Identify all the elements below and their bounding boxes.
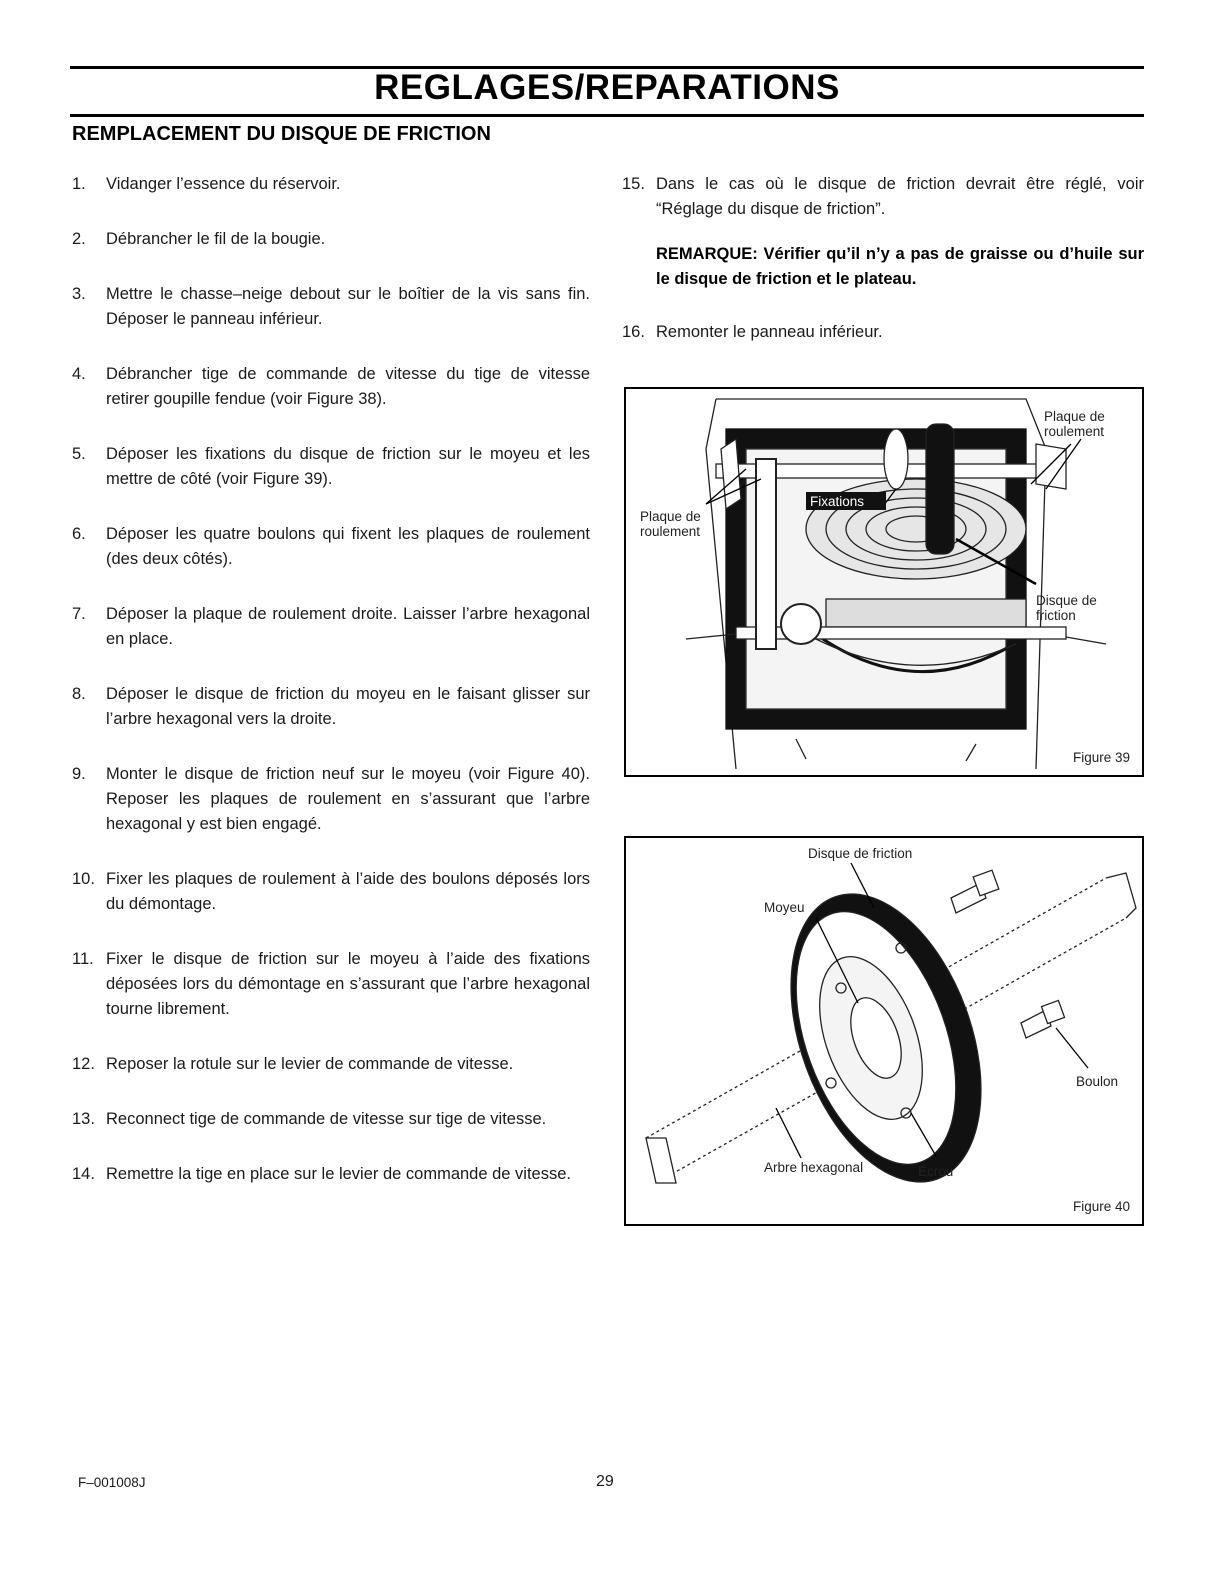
step-number: 14.	[72, 1165, 95, 1183]
label-plaque-roulement-right: Plaque de roulement	[1044, 409, 1105, 439]
step-number: 13.	[72, 1110, 95, 1128]
step-9	[72, 762, 590, 837]
figure-39-illustration	[626, 389, 1142, 775]
page-title: REGLAGES/REPARATIONS	[374, 68, 840, 107]
step-8	[72, 682, 590, 732]
label-moyeu: Moyeu	[764, 900, 805, 915]
figure-39-caption: Figure 39	[1072, 750, 1130, 765]
label-plaque-roulement-left: Plaque de roulement	[640, 509, 701, 539]
step-6	[72, 522, 590, 572]
step-text: Monter le disque de friction neuf sur le moyeu (voir Figure 40). Reposer les plaques de roulement en s’assurant que l’arbre hexagonal y est bien engagé.	[106, 765, 590, 833]
step-number: 16.	[622, 323, 645, 341]
step-7	[72, 602, 590, 652]
step-text: Fixer le disque de friction sur le moyeu à l’aide des fixations déposées lors du démontage en s’assurant que l’arbre hexagonal tourne librement.	[106, 950, 590, 1018]
step-number: 7.	[72, 605, 86, 623]
step-1	[72, 172, 590, 197]
footer-page-number: 29	[596, 1473, 614, 1490]
step-text: Déposer le disque de friction du moyeu en le faisant glisser sur l’arbre hexagonal vers la droite.	[106, 685, 590, 728]
step-text: Vidanger l’essence du réservoir.	[106, 175, 341, 193]
note-remarque: REMARQUE: Vérifier qu’il n’y a pas de graisse ou d’huile sur le disque de friction et le plateau.	[656, 245, 1144, 288]
step-text: Remettre la tige en place sur le levier de commande de vitesse.	[106, 1165, 571, 1183]
step-number: 11.	[72, 950, 94, 968]
label-fixations: Fixations	[810, 494, 865, 509]
step-5	[72, 442, 590, 492]
label-arbre-hexagonal: Arbre hexagonal	[764, 1160, 864, 1175]
step-number: 2.	[72, 230, 86, 248]
step-number: 9.	[72, 765, 86, 783]
figure-40	[624, 836, 1144, 1226]
step-text: Remonter le panneau inférieur.	[656, 323, 883, 341]
right-column	[622, 172, 1144, 345]
step-text: Reposer la rotule sur le levier de commande de vitesse.	[106, 1055, 514, 1073]
step-text: Déposer les quatre boulons qui fixent les plaques de roulement (des deux côtés).	[106, 525, 590, 568]
step-number: 15.	[622, 175, 645, 193]
step-text: Fixer les plaques de roulement à l’aide des boulons déposés lors du démontage.	[106, 870, 590, 913]
figure-40-illustration	[626, 838, 1142, 1224]
step-3	[72, 282, 590, 332]
figure-39	[624, 387, 1144, 777]
label-disque-friction: Disque de friction	[808, 846, 913, 861]
step-2	[72, 227, 590, 252]
step-16	[622, 320, 1144, 345]
step-11	[72, 947, 590, 1022]
step-text: Mettre le chasse–neige debout sur le boîtier de la vis sans fin. Déposer le panneau inférieur.	[106, 285, 590, 328]
step-number: 8.	[72, 685, 86, 703]
step-text: Dans le cas où le disque de friction devrait être réglé, voir “Réglage du disque de friction”.	[656, 175, 1144, 218]
figure-40-caption: Figure 40	[1072, 1199, 1130, 1214]
step-number: 5.	[72, 445, 86, 463]
title-underline	[70, 114, 1144, 117]
step-text: Reconnect tige de commande de vitesse sur tige de vitesse.	[106, 1110, 547, 1128]
step-text: Déposer les fixations du disque de friction sur le moyeu et les mettre de côté (voir Figure 39).	[106, 445, 590, 488]
step-text: Déposer la plaque de roulement droite. Laisser l’arbre hexagonal en place.	[106, 605, 590, 648]
step-number: 6.	[72, 525, 86, 543]
step-4	[72, 362, 590, 412]
footer-document-code: F–001008J	[78, 1475, 146, 1490]
section-heading: REMPLACEMENT DU DISQUE DE FRICTION	[72, 123, 491, 145]
step-14	[72, 1162, 590, 1187]
step-text: Débrancher tige de commande de vitesse du tige de vitesse retirer goupille fendue (voir Figure 38).	[106, 365, 590, 408]
step-number: 12.	[72, 1055, 95, 1073]
step-number: 1.	[72, 175, 86, 193]
step-number: 4.	[72, 365, 86, 383]
label-ecrou: Écrou	[918, 1164, 954, 1179]
label-disque-friction: Disque de friction	[1036, 593, 1097, 623]
left-column	[72, 172, 590, 1187]
step-number: 3.	[72, 285, 86, 303]
step-13	[72, 1107, 590, 1132]
label-boulon: Boulon	[1076, 1074, 1119, 1089]
step-12	[72, 1052, 590, 1077]
step-text: Débrancher le fil de la bougie.	[106, 230, 326, 248]
step-10	[72, 867, 590, 917]
step-15	[622, 172, 1144, 222]
step-number: 10.	[72, 870, 95, 888]
